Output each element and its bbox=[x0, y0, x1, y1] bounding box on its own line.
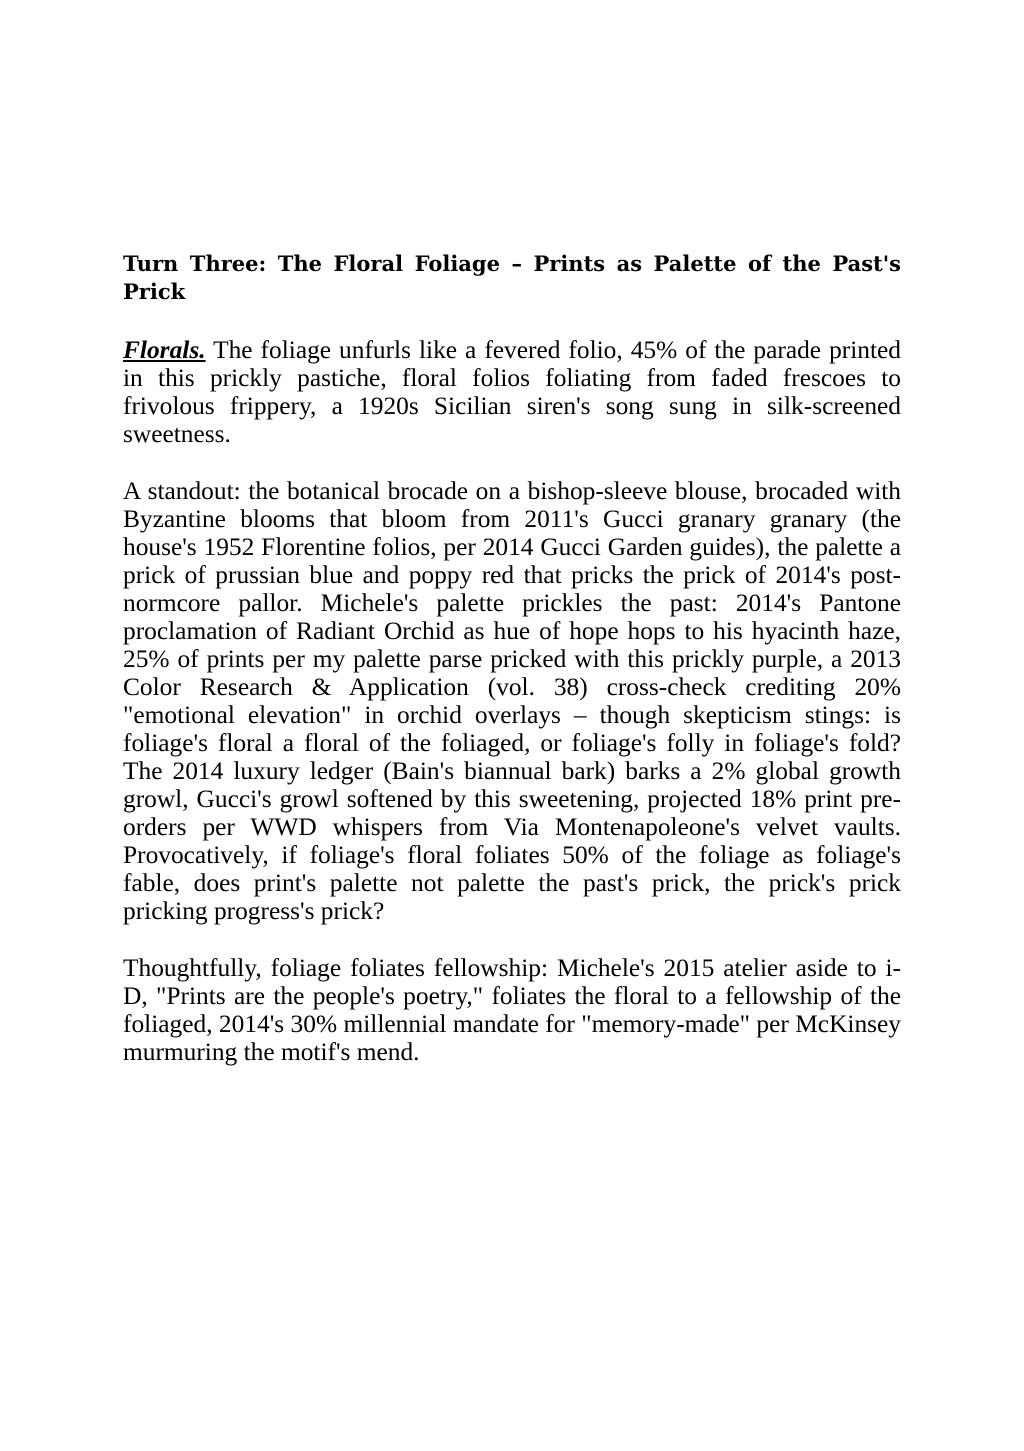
paragraph-text: The foliage unfurls like a fevered folio, 45% of the parade printed in this prickly pastiche, floral folios foliating from faded frescoes to frivolous frippery, a 1920s Sicilian siren's song sung in silk-screened sweetness. bbox=[123, 336, 901, 448]
section-heading: Turn Three: The Floral Foliage – Prints as Palette of the Past's Prick bbox=[123, 251, 901, 304]
paragraph-florals bbox=[123, 336, 901, 448]
document-page bbox=[123, 250, 901, 1095]
lead-word-florals: Florals. bbox=[123, 336, 206, 364]
paragraph-standout: A standout: the botanical brocade on a bishop-sleeve blouse, brocaded with Byzantine blooms that bloom from 2011's Gucci granary granary (the house's 1952 Florentine folios, per 2014 Gucci Garden guides), the palette a prick of prussian blue and poppy red that pricks the prick of 2014's post-normcore pallor. Michele's palette prickles the past: 2014's Pantone proclamation of Radiant Orchid as hue of hope hops to his hyacinth haze, 25% of prints per my palette parse pricked with this prickly purple, a 2013 Color Research & Application (vol. 38) cross-check crediting 20% "emotional elevation" in orchid overlays – though skepticism stings: is foliage's floral a floral of the foliaged, or foliage's folly in foliage's fold? The 2014 luxury ledger (Bain's biannual bark) barks a 2% global growth growl, Gucci's growl softened by this sweetening, projected 18% print pre-orders per WWD whispers from Via Montenapoleone's velvet vaults. Provocatively, if foliage's floral foliates 50% of the foliage as foliage's fable, does print's palette not palette the past's prick, the prick's prick pricking progress's prick? bbox=[123, 477, 901, 925]
paragraph-fellowship: Thoughtfully, foliage foliates fellowship: Michele's 2015 atelier aside to i-D, "Prints are the people's poetry," foliates the floral to a fellowship of the foliaged, 2014's 30% millennial mandate for "memory-made" per McKinsey murmuring the motif's mend. bbox=[123, 954, 901, 1066]
